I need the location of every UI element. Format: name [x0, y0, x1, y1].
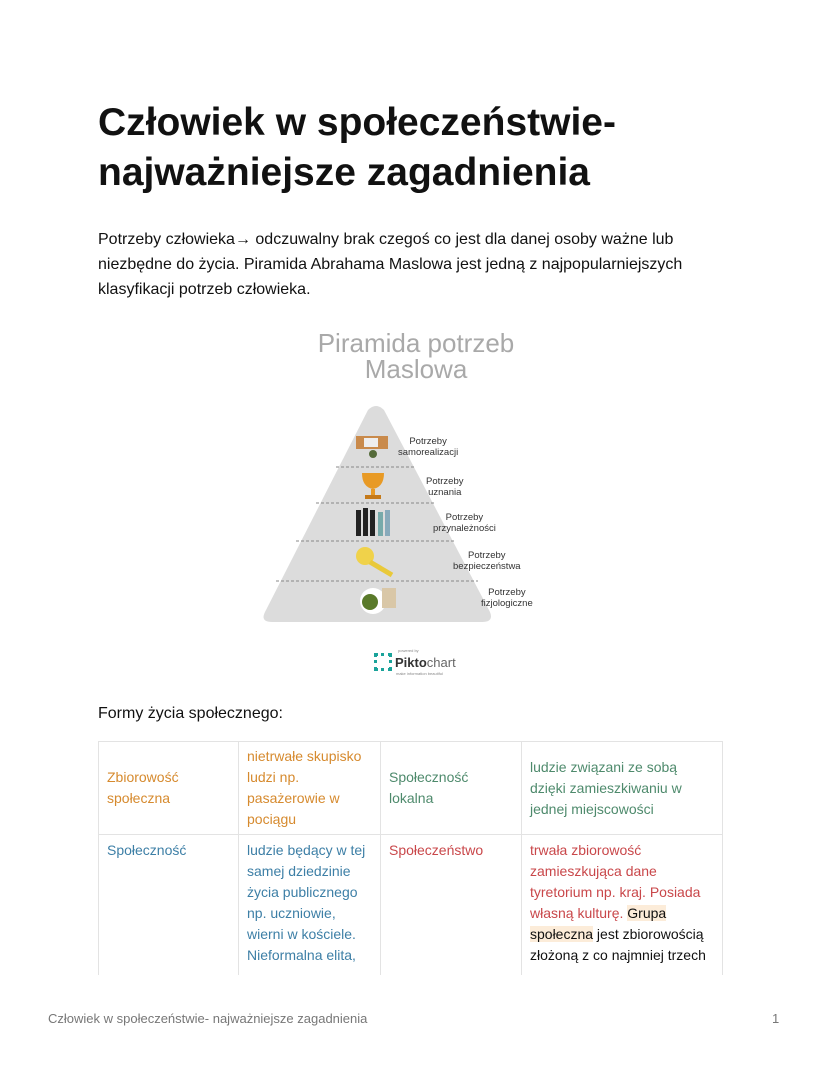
section-heading: Formy życia społecznego: — [98, 705, 283, 722]
level-line: przynależności — [433, 523, 496, 534]
highlighted-text: Grupa — [627, 905, 667, 921]
intro-paragraph: Potrzeby człowieka→ odczuwalny brak czegoś co jest dla danej osoby ważne lub niezbędne do życia. Piramida Abrahama Maslowa jest jedną z najpopularniejszych klasyfikacji potrzeb człowieka. — [98, 231, 683, 298]
table-cell: Zbiorowość społeczna — [99, 742, 239, 835]
cell-text: trwała zbiorowość zamieszkująca dane tyretorium np. kraj. Posiada własną kulturę. — [530, 842, 701, 921]
level-label — [426, 476, 464, 498]
level-line: Potrzeby — [426, 476, 464, 487]
logo-brand: chart — [426, 654, 456, 670]
table-cell: Społeczność — [99, 835, 239, 975]
highlighted-text: społeczna — [530, 926, 594, 942]
level-label — [481, 587, 533, 609]
table-cell: ludzie związani ze sobą dzięki zamieszkiwaniu w jednej miejscowości — [522, 742, 723, 835]
level-line: Potrzeby — [445, 512, 484, 523]
page-footer: Człowiek w społeczeństwie- najważniejsze zagadnienia — [48, 1011, 368, 1026]
pyramid-graphic — [260, 330, 560, 630]
table-cell — [522, 835, 723, 975]
level-line: uznania — [428, 487, 462, 498]
table-cell: nietrwałe skupisko ludzi np. pasażerowie w pociągu — [239, 742, 381, 835]
level-line: bezpieczeństwa — [453, 561, 521, 572]
table-cell: Społeczność lokalna — [381, 742, 522, 835]
logo-tagline: make information beautiful — [396, 671, 443, 676]
piktochart-logo-icon — [374, 653, 392, 671]
figure-title-line: Piramida potrzeb — [317, 328, 515, 358]
table-row — [99, 742, 723, 835]
table-cell: Społeczeństwo — [381, 835, 522, 975]
level-line: Potrzeby — [409, 436, 447, 447]
cell-text: jest zbiorowością złożoną z co najmniej trzech — [530, 926, 706, 963]
level-line: Potrzeby — [488, 587, 526, 598]
forms-table — [98, 741, 723, 975]
figure-title-line: Maslowa — [364, 354, 468, 384]
logo-brand: Pikto — [395, 654, 427, 670]
piktochart-logo — [374, 653, 456, 671]
level-label — [453, 550, 521, 572]
table-cell: ludzie będący w tej samej dziedzinie życia publicznego np. uczniowie, wierni w kościele. Nieformalna elita, — [239, 835, 381, 975]
logo-text — [395, 655, 456, 670]
level-line: samorealizacji — [398, 447, 459, 458]
level-line: Potrzeby — [468, 550, 506, 561]
level-line: fizjologiczne — [481, 598, 533, 609]
level-label — [398, 436, 458, 458]
page-title: Człowiek w społeczeństwie- najważniejsze zagadnienia — [98, 101, 616, 194]
page-number: 1 — [772, 1011, 780, 1026]
level-label — [433, 512, 496, 534]
maslow-pyramid-figure — [260, 330, 560, 680]
table-row — [99, 835, 723, 975]
logo-powered: powered by — [398, 648, 419, 653]
